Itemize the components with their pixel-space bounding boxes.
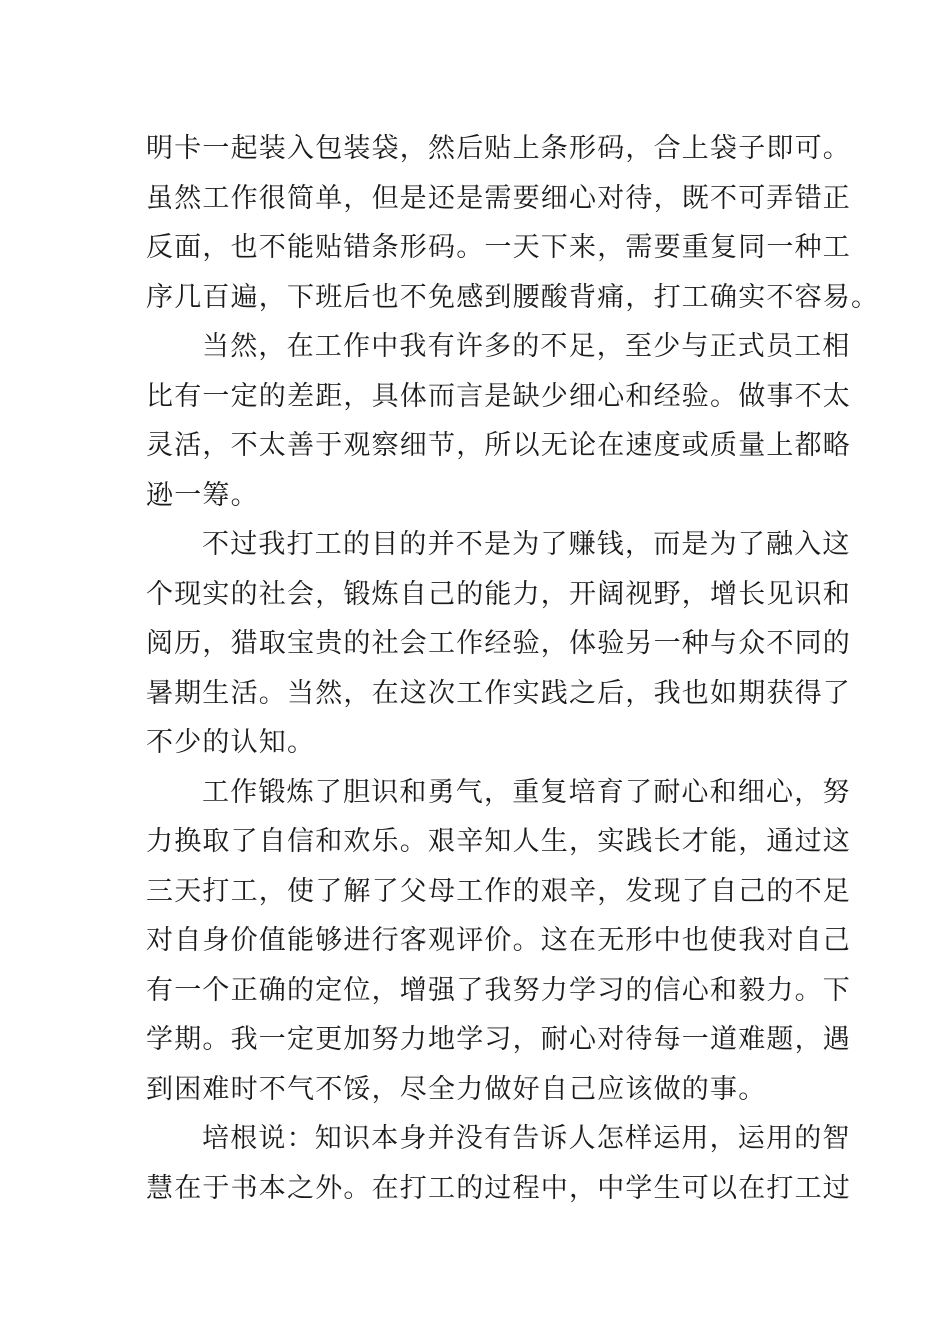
text-line: 个现实的社会，锻炼自己的能力，开阔视野，增长见识和 <box>146 578 851 610</box>
text-line: 灵活，不太善于观察细节，所以无论在速度或质量上都略 <box>146 430 851 461</box>
paragraph-first-line: 工作锻炼了胆识和勇气，重复培育了耐心和细心，努 <box>202 776 851 808</box>
text-line: 暑期生活。当然，在这次工作实践之后，我也如期获得了 <box>146 677 851 709</box>
text-line: 明卡一起装入包装袋，然后贴上条形码，合上袋子即可。 <box>146 133 851 164</box>
text-line: 不少的认知。 <box>146 727 316 758</box>
text-line: 反面，也不能贴错条形码。一天下来，需要重复同一种工 <box>146 232 851 263</box>
text-line: 学期。我一定更加努力地学习，耐心对待每一道难题，遇 <box>146 1024 851 1055</box>
paragraph-first-line: 当然，在工作中我有许多的不足，至少与正式员工相 <box>202 331 851 362</box>
text-line: 到困难时不气不馁，尽全力做好自己应该做的事。 <box>146 1073 767 1105</box>
text-line: 逊一筹。 <box>146 479 259 511</box>
text-line: 序几百遍，下班后也不免感到腰酸背痛，打工确实不容易。 <box>146 281 880 313</box>
text-line: 对自身价值能够进行客观评价。这在无形中也使我对自己 <box>146 925 851 956</box>
paragraph-first-line: 培根说：知识本身并没有告诉人怎样运用，运用的智 <box>202 1123 851 1154</box>
text-line: 虽然工作很简单，但是还是需要细心对待，既不可弄错正 <box>146 182 851 214</box>
text-line: 三天打工，使了解了父母工作的艰辛，发现了自己的不足 <box>146 875 851 907</box>
text-line: 力换取了自信和欢乐。艰辛知人生，实践长才能，通过这 <box>146 826 851 857</box>
text-line: 慧在于书本之外。在打工的过程中，中学生可以在打工过 <box>146 1172 851 1204</box>
document-body <box>146 124 880 1213</box>
text-line: 比有一定的差距，具体而言是缺少细心和经验。做事不太 <box>146 380 851 412</box>
text-line: 有一个正确的定位，增强了我努力学习的信心和毅力。下 <box>146 974 851 1006</box>
text-line: 阅历，猎取宝贵的社会工作经验，体验另一种与众不同的 <box>146 628 851 659</box>
paragraph-first-line: 不过我打工的目的并不是为了赚钱，而是为了融入这 <box>202 529 851 560</box>
